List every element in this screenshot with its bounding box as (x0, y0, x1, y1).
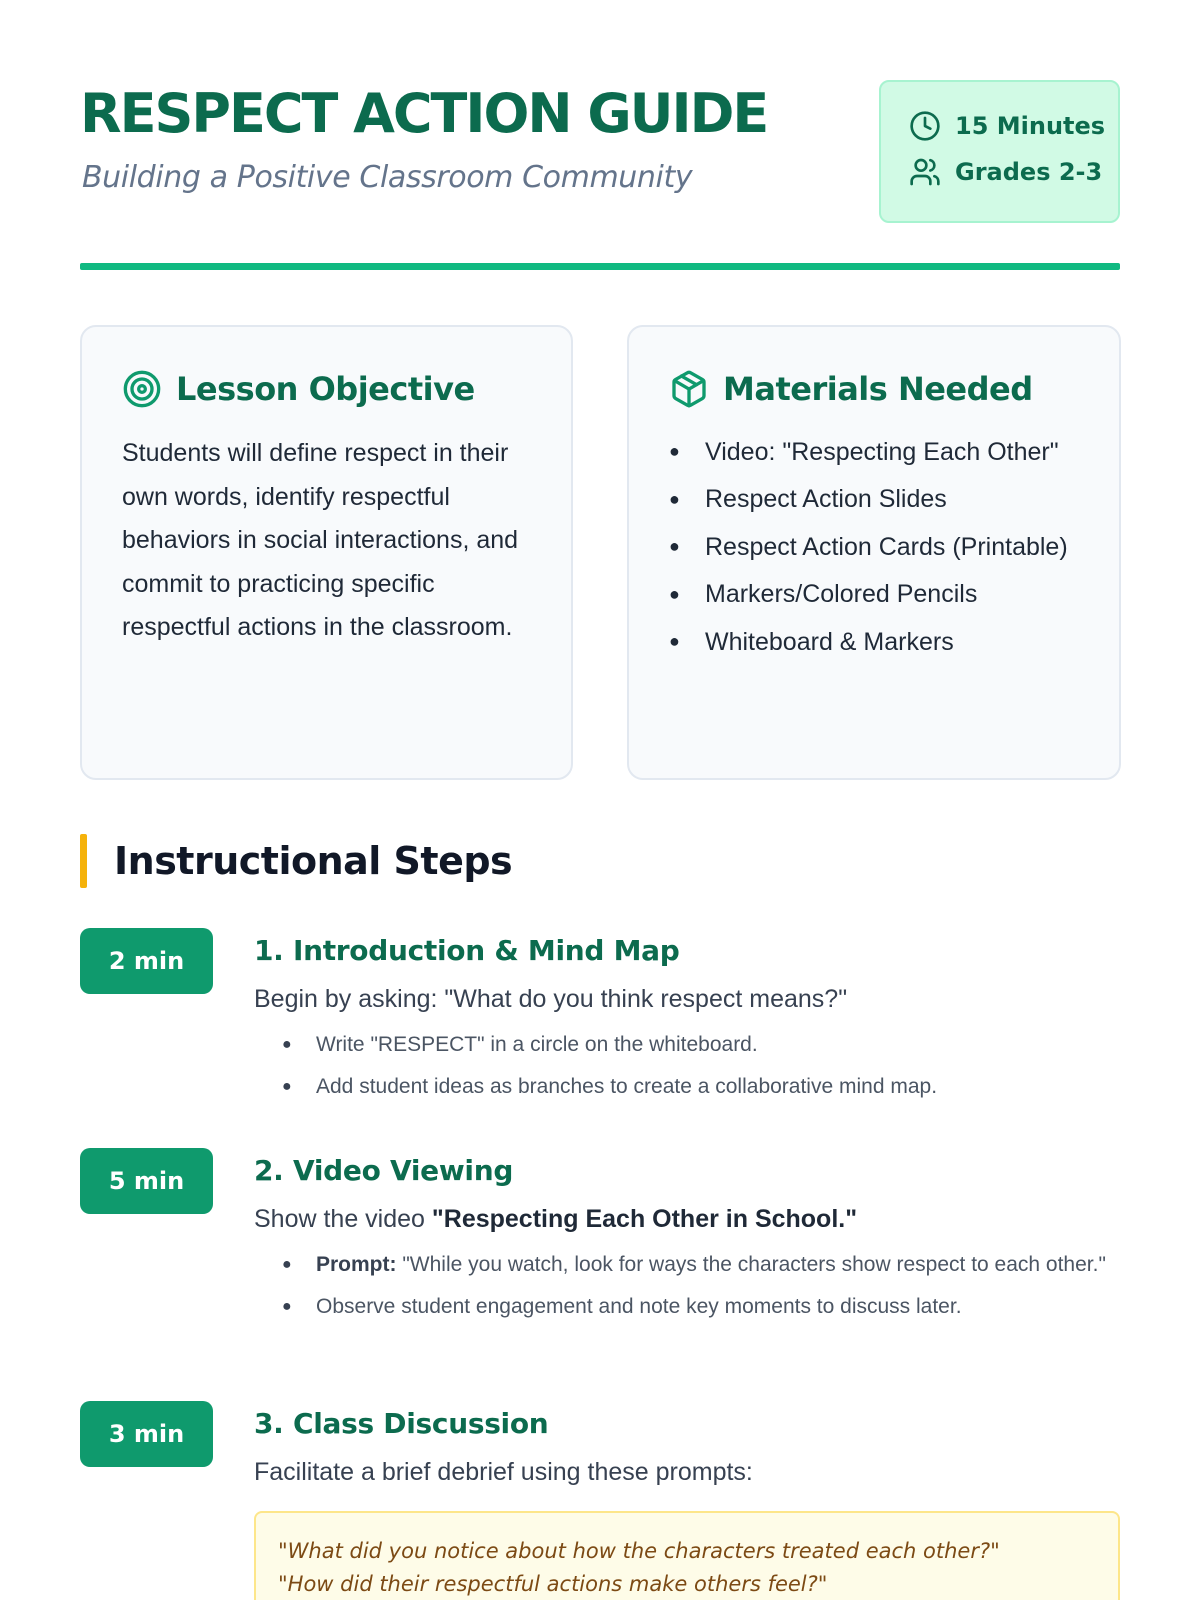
list-item: ● Whiteboard & Markers (669, 627, 954, 656)
list-item: ● Prompt: "While you watch, look for ways the characters show respect to each other." (282, 1253, 1106, 1276)
time-badge: 3 min (80, 1401, 213, 1467)
section-accent-bar (80, 834, 87, 888)
list-item: ● Write "RESPECT" in a circle on the whiteboard. (282, 1033, 758, 1056)
duration-text: 15 Minutes (955, 112, 1106, 140)
clock-icon (909, 110, 941, 142)
materials-heading (669, 369, 1033, 409)
lesson-meta-box (879, 80, 1120, 223)
grades-row (909, 156, 1102, 188)
list-item: ● Respect Action Slides (669, 485, 947, 514)
package-icon (669, 369, 709, 409)
header (80, 80, 1120, 270)
step-title: 2. Video Viewing (254, 1154, 514, 1187)
page-title: RESPECT ACTION GUIDE (80, 82, 768, 145)
discussion-prompt: "How did their respectful actions make others feel?" (278, 1572, 828, 1596)
list-item: ● Markers/Colored Pencils (669, 580, 978, 609)
list-item: ● Add student ideas as branches to create a collaborative mind map. (282, 1075, 938, 1098)
instructional-steps-heading (80, 834, 680, 888)
step-title: 1. Introduction & Mind Map (254, 934, 680, 967)
time-badge: 5 min (80, 1148, 213, 1214)
target-icon (122, 369, 162, 409)
lesson-objective-card (80, 325, 573, 780)
materials-card (627, 325, 1121, 780)
materials-list (669, 432, 1089, 669)
objective-text: Students will define respect in their own words, identify respectful behaviors in social interactions, and commit to practicing specific respectful actions in the classroom. (122, 439, 519, 641)
materials-heading-label: Materials Needed (723, 370, 1033, 408)
discussion-prompt: "What did you notice about how the characters treated each other?" (278, 1539, 1000, 1563)
step-title: 3. Class Discussion (254, 1407, 549, 1440)
step-lead: Begin by asking: "What do you think respect means?" (254, 985, 848, 1013)
grades-text: Grades 2-3 (955, 158, 1103, 186)
step-body (254, 928, 1120, 1112)
step-body (254, 1401, 1120, 1600)
step-lead: Show the video "Respecting Each Other in School." (254, 1205, 858, 1233)
step-bullets (254, 1248, 1120, 1325)
users-icon (909, 156, 941, 188)
step-bullets (254, 1028, 1120, 1105)
objective-heading (122, 369, 475, 409)
video-title: "Respecting Each Other in School." (431, 1205, 858, 1233)
list-item: ● Respect Action Cards (Printable) (669, 532, 1068, 561)
page-subtitle: Building a Positive Classroom Community (82, 160, 693, 195)
duration-row (909, 110, 1105, 142)
step-body (254, 1148, 1120, 1332)
discussion-prompts-box (254, 1511, 1120, 1600)
section-title: Instructional Steps (114, 839, 513, 883)
list-item: ● Video: "Respecting Each Other" (669, 438, 1059, 466)
list-item: ● Observe student engagement and note key moments to discuss later. (282, 1295, 962, 1318)
header-divider (80, 263, 1120, 270)
time-badge: 2 min (80, 928, 213, 994)
objective-heading-label: Lesson Objective (176, 370, 475, 408)
step-lead: Facilitate a brief debrief using these prompts: (254, 1458, 753, 1486)
